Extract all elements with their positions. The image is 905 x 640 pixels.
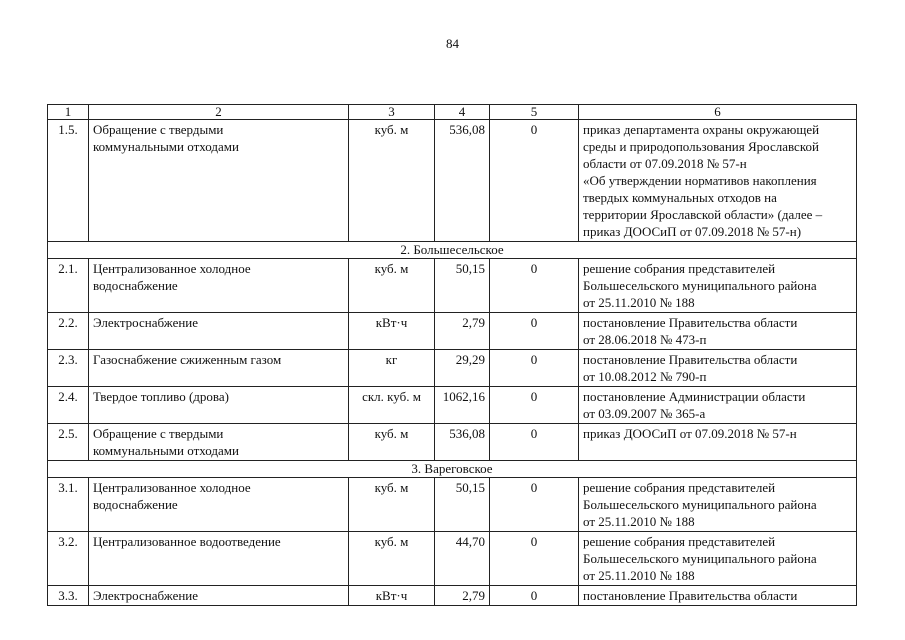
legal-basis	[579, 259, 857, 313]
page-number: 84	[446, 36, 459, 51]
legal-basis	[579, 313, 857, 350]
legal-basis	[579, 350, 857, 387]
norm-value: 2,79	[435, 313, 490, 350]
resource-name-line: коммунальными отходами	[93, 443, 239, 458]
resource-name-line: коммунальными отходами	[93, 139, 239, 154]
legal-basis-line: Большесельского муниципального района	[583, 278, 817, 293]
unit: кВт·ч	[349, 586, 435, 606]
unit: куб. м	[349, 532, 435, 586]
unit: куб. м	[349, 478, 435, 532]
norm-value: 29,29	[435, 350, 490, 387]
header-cell: 2	[89, 105, 349, 120]
table-row	[48, 424, 857, 461]
legal-basis-line: территории Ярославской области» (далее –	[583, 207, 823, 222]
resource-name	[89, 259, 349, 313]
header-cell: 6	[579, 105, 857, 120]
legal-basis-line: от 25.11.2010 № 188	[583, 514, 695, 529]
table-row	[48, 387, 857, 424]
legal-basis-line: от 25.11.2010 № 188	[583, 568, 695, 583]
row-number: 1.5.	[48, 120, 89, 242]
resource-name-line: Централизованное водоотведение	[93, 534, 281, 549]
legal-basis-line: «Об утверждении нормативов накопления	[583, 173, 817, 188]
table-row	[48, 313, 857, 350]
header-cell: 4	[435, 105, 490, 120]
row-number: 3.2.	[48, 532, 89, 586]
resource-name	[89, 478, 349, 532]
row-number: 3.1.	[48, 478, 89, 532]
resource-name-line: Централизованное холодное	[93, 261, 251, 276]
table-row	[48, 478, 857, 532]
norm-value: 1062,16	[435, 387, 490, 424]
unit: скл. куб. м	[349, 387, 435, 424]
legal-basis-line: области от 07.09.2018 № 57-н	[583, 156, 747, 171]
resource-name-line: Твердое топливо (дрова)	[93, 389, 229, 404]
norms-table	[47, 104, 857, 606]
legal-basis-line: приказ ДООСиП от 07.09.2018 № 57-н)	[583, 224, 802, 239]
row-number: 2.2.	[48, 313, 89, 350]
table-row	[48, 586, 857, 606]
legal-basis-line: от 28.06.2018 № 473-п	[583, 332, 707, 347]
legal-basis-line: решение собрания представителей	[583, 480, 776, 495]
resource-name	[89, 424, 349, 461]
legal-basis-line: решение собрания представителей	[583, 534, 776, 549]
legal-basis-line: Большесельского муниципального района	[583, 497, 817, 512]
norm-value: 50,15	[435, 259, 490, 313]
resource-name	[89, 387, 349, 424]
table-row	[48, 120, 857, 242]
row-number: 2.3.	[48, 350, 89, 387]
row-number: 2.1.	[48, 259, 89, 313]
resource-name-line: Обращение с твердыми	[93, 426, 224, 441]
legal-basis-line: приказ департамента охраны окружающей	[583, 122, 820, 137]
col5-value: 0	[490, 586, 579, 606]
section-title: 3. Вареговское	[48, 461, 857, 478]
legal-basis	[579, 532, 857, 586]
resource-name	[89, 313, 349, 350]
legal-basis-line: от 03.09.2007 № 365-а	[583, 406, 706, 421]
header-row	[48, 105, 857, 120]
legal-basis-line: решение собрания представителей	[583, 261, 776, 276]
legal-basis-line: приказ ДООСиП от 07.09.2018 № 57-н	[583, 426, 797, 441]
resource-name-line: Газоснабжение сжиженным газом	[93, 352, 282, 367]
resource-name-line: Централизованное холодное	[93, 480, 251, 495]
section-title: 2. Большесельское	[48, 242, 857, 259]
resource-name	[89, 586, 349, 606]
legal-basis-line: среды и природопользования Ярославской	[583, 139, 819, 154]
legal-basis	[579, 424, 857, 461]
row-number: 2.5.	[48, 424, 89, 461]
unit: кг	[349, 350, 435, 387]
legal-basis	[579, 586, 857, 606]
legal-basis-line: постановление Правительства области	[583, 352, 798, 367]
resource-name	[89, 350, 349, 387]
header-cell: 5	[490, 105, 579, 120]
table-row	[48, 259, 857, 313]
col5-value: 0	[490, 313, 579, 350]
legal-basis	[579, 120, 857, 242]
col5-value: 0	[490, 259, 579, 313]
header-cell: 3	[349, 105, 435, 120]
header-cell: 1	[48, 105, 89, 120]
legal-basis-line: Большесельского муниципального района	[583, 551, 817, 566]
resource-name-line: Электроснабжение	[93, 315, 199, 330]
col5-value: 0	[490, 478, 579, 532]
legal-basis-line: постановление Администрации области	[583, 389, 806, 404]
norm-value: 50,15	[435, 478, 490, 532]
col5-value: 0	[490, 424, 579, 461]
section-header-row	[48, 461, 857, 478]
resource-name	[89, 532, 349, 586]
resource-name-line: водоснабжение	[93, 497, 178, 512]
legal-basis-line: от 25.11.2010 № 188	[583, 295, 695, 310]
resource-name	[89, 120, 349, 242]
legal-basis-line: от 10.08.2012 № 790-п	[583, 369, 707, 384]
norm-value: 536,08	[435, 424, 490, 461]
resource-name-line: Обращение с твердыми	[93, 122, 224, 137]
norm-value: 44,70	[435, 532, 490, 586]
legal-basis-line: постановление Правительства области	[583, 315, 798, 330]
col5-value: 0	[490, 387, 579, 424]
col5-value: 0	[490, 120, 579, 242]
col5-value: 0	[490, 532, 579, 586]
legal-basis-line: постановление Правительства области	[583, 588, 798, 603]
section-header-row	[48, 242, 857, 259]
resource-name-line: водоснабжение	[93, 278, 178, 293]
table-row	[48, 532, 857, 586]
legal-basis-line: твердых коммунальных отходов на	[583, 190, 777, 205]
norm-value: 2,79	[435, 586, 490, 606]
unit: куб. м	[349, 120, 435, 242]
row-number: 3.3.	[48, 586, 89, 606]
unit: куб. м	[349, 259, 435, 313]
legal-basis	[579, 478, 857, 532]
unit: кВт·ч	[349, 313, 435, 350]
unit: куб. м	[349, 424, 435, 461]
resource-name-line: Электроснабжение	[93, 588, 199, 603]
norm-value: 536,08	[435, 120, 490, 242]
col5-value: 0	[490, 350, 579, 387]
row-number: 2.4.	[48, 387, 89, 424]
legal-basis	[579, 387, 857, 424]
table-row	[48, 350, 857, 387]
